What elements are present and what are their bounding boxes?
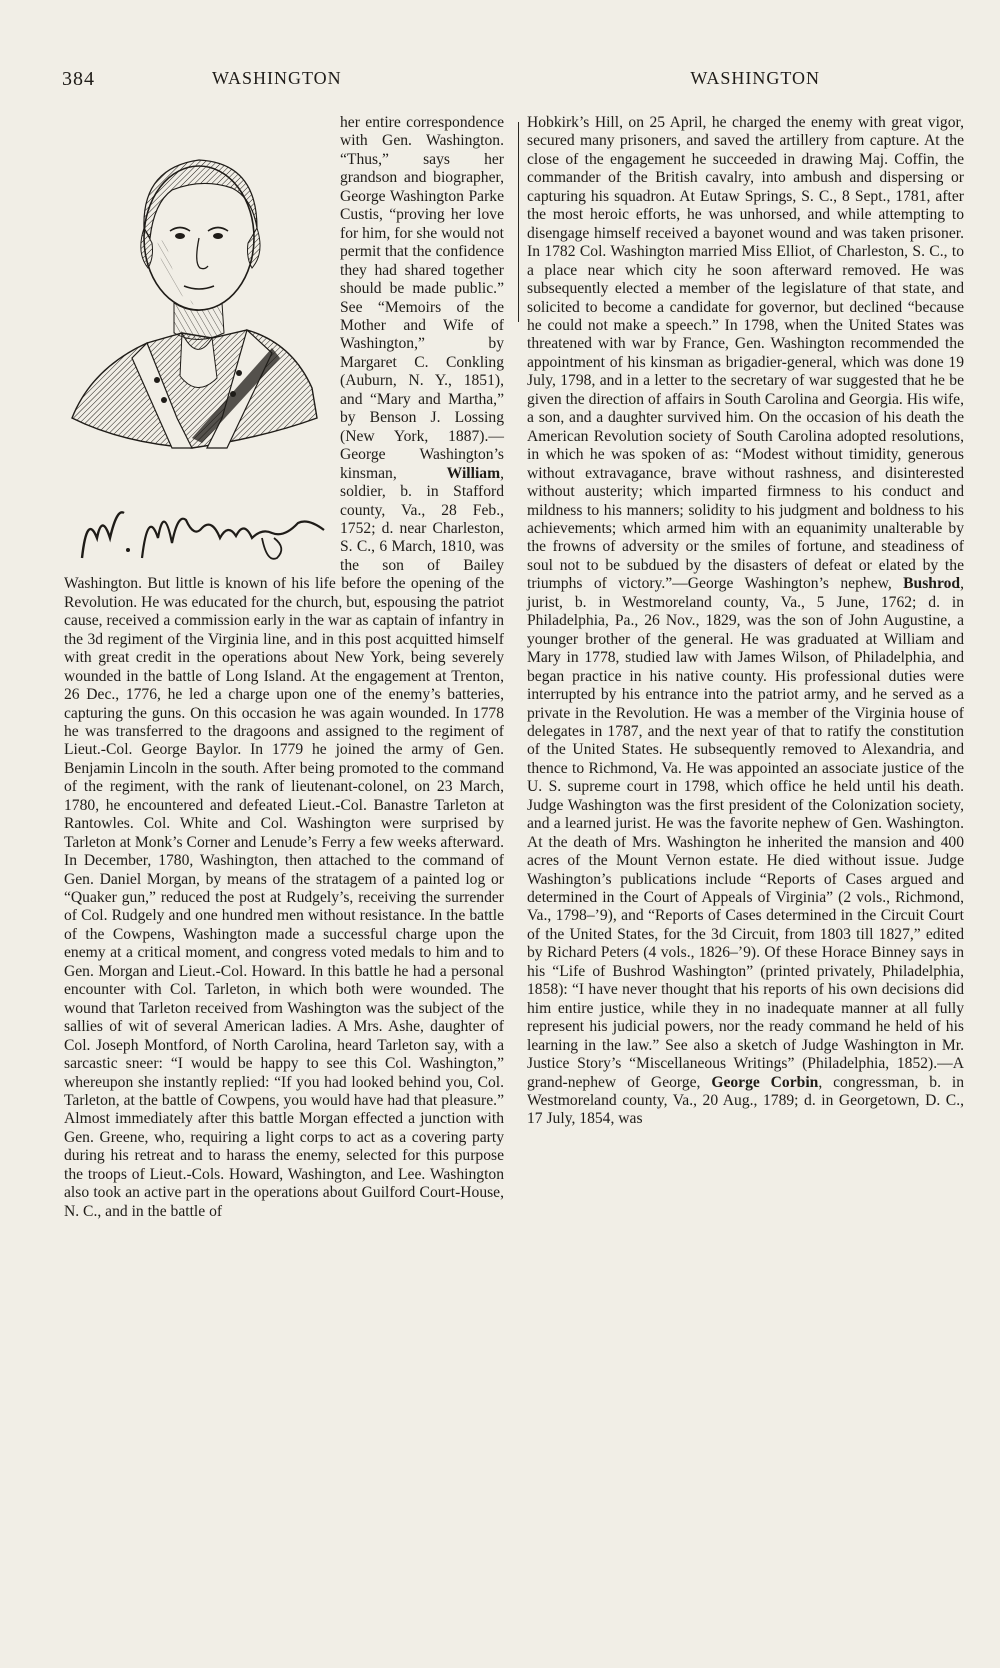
page-number: 384: [62, 68, 95, 90]
running-header: [62, 68, 940, 96]
coat-shape: [72, 330, 317, 448]
left-column-text: her entire correspondence with Gen. Washington. “Thus,” says her grandson and biographer, George Washington Parke Custis, “proving her love for him, for she would not permit that the confidence they had shared together should be made public.” See “Memoirs of the Mother and Wife of Washington,” by Margaret C. Conkling (Auburn, N. Y., 1851), and “Mary and Martha,” by Benson J. Lossing (New York, 1887).—George Washington’s kinsman, William, soldier, b. in Stafford county, Va., 28 Feb., 1752; d. near Charleston, S. C., 6 March, 1810, was the son of Bailey Washington. But little is known of his life before the opening of the Revolution. He was educated for the church, but, espousing the patriot cause, received a commission early in the war as captain of infantry in the 3d regiment of the Virginia line, and in this post acquitted himself with great credit in the operations about New York, being severely wounded in the battle of Long Island. At the engagement at Trenton, 26 Dec., 1776, he led a charge upon one of the enemy’s batteries, capturing the guns. On this occasion he was again wounded. In 1778 he was transferred to the dragoons and assigned to the regiment of Lieut.-Col. George Baylor. In 1779 he joined the army of Gen. Benjamin Lincoln in the south. After being promoted to the command of the regiment, with the rank of lieutenant-colonel, on 23 March, 1780, he encountered and defeated Lieut.-Col. Banastre Tarleton at Rantowles. Col. White and Col. Washington were surprised by Tarleton at Monk’s Corner and Lenude’s Ferry a few weeks afterward. In December, 1780, Washington, then attached to the command of Gen. Daniel Morgan, by means of the stratagem of a painted log or “Quaker gun,” reduced the post at Rudgely’s, receiving the surrender of Col. Rudgely and one hundred men without resistance. In the battle of the Cowpens, Washington made a successful charge upon the enemy at a critical moment, and congress voted medals to him and to Gen. Morgan and Lieut.-Col. Howard. In this battle he had a personal encounter with Col. Tarleton, in which both were wounded. The wound that Tarleton received from Washington was the subject of the sallies of wit of several American ladies. A Mrs. Ashe, daughter of Col. Joseph Montford, of North Carolina, heard Tarleton say, with a sarcastic sneer: “I would be happy to see this Col. Washington,” whereupon she instantly replied: “If you had looked behind you, Col. Tarleton, at the battle of Cowpens, you would have had that pleasure.” Almost immediately after this battle Morgan effected a junction with Gen. Greene, who, requiring a light corps to act as a covering party during his retreat and to harass the enemy, selected for this purpose the troops of Lieut.-Cols. Howard, Washington, and Lee. Washington also took an active part in the operations about Guilford Court-House, N. C., and in the battle of: [64, 114, 504, 1220]
entry-name-william: William: [446, 464, 501, 482]
signature: [82, 512, 324, 559]
header-left-title: WASHINGTON: [212, 68, 342, 88]
column-divider: [518, 122, 519, 322]
portrait-engraving: [62, 118, 332, 568]
portrait-illustration: [62, 118, 332, 568]
right-column: [527, 114, 964, 1129]
right-column-text: Hobkirk’s Hill, on 25 April, he charged the enemy with great vigor, secured many prisoners, and saved the artillery from capture. At the close of the engagement he succeeded in drawing Maj. Coffin, the commander of the British cavalry, into ambush and dispersing or capturing his squadron. At Eutaw Springs, S. C., 8 Sept., 1781, after the most heroic efforts, he was unhorsed, and while attempting to disengage himself received a bayonet wound and was taken prisoner. In 1782 Col. Washington married Miss Elliot, of Charleston, S. C., to a place near which city he soon afterward removed. He was subsequently elected a member of the legislature of that state, and solicited to become a candidate for governor, but declined “because he could not make a speech.” In 1798, when the United States was threatened with war by France, Gen. Washington recommended the appointment of his kinsman as brigadier-general, which was done 19 July, 1798, and in a letter to the secretary of war suggested that he be given the direction of affairs in South Carolina and Georgia. His wife, a son, and a daughter survived him. On the occasion of his death the American Revolution society of South Carolina adopted resolutions, in which he was spoken of as: “Modest without timidity, generous without extravagance, brave without rashness, and disinterested without austerity; which imparted firmness to his conduct and mildness to his manners; solidity to his judgment and boldness to his achievements; which armed him with an equanimity unalterable by the frowns of adversity or the smiles of fortune, and steadiness of soul not to be subdued by the disasters of defeat or elated by the triumphs of victory.”—George Washington’s nephew, Bushrod, jurist, b. in Westmoreland county, Va., 5 June, 1762; d. in Philadelphia, Pa., 26 Nov., 1829, was the son of John Augustine, a younger brother of the general. He was graduated at William and Mary in 1778, studied law with James Wilson, of Philadelphia, and began practice in his native county. His professional duties were interrupted by his entrance into the patriot army, and he served as a private in the Revolution. He was a member of the Virginia house of delegates in 1787, and the next year of that to ratify the constitution of the United States. He subsequently removed to Alexandria, and thence to Richmond, Va. He was appointed an associate justice of the U. S. supreme court in 1798, which office he held until his death. Judge Washington was the first president of the Colonization society, and a learned jurist. He was the favorite nephew of Gen. Washington. At the death of Mrs. Washington he inherited the mansion and 400 acres of the Mount Vernon estate. He died without issue. Judge Washington’s publications include “Reports of Cases argued and determined in the Court of Appeals of Virginia” (2 vols., Richmond, Va., 1798–’9), and “Reports of Cases determined in the Circuit Court of the United States, for the 3d Circuit, from 1803 till 1827,” edited by Richard Peters (4 vols., 1826–’9). Of these Horace Binney says in his “Life of Bushrod Washington” (printed privately, Philadelphia, 1858): “I have never thought that his reports of his own decisions did him entire justice, while they in no inadequate manner at all fully represent his judicial powers, nor the ready command he held of his learning in the law.” See also a sketch of Judge Washington in Mr. Justice Story’s “Miscellaneous Writings” (Philadelphia, 1852).—A grand-nephew of George, George Corbin, congressman, b. in Westmoreland county, Va., 20 Aug., 1789; d. in Georgetown, D. C., 17 July, 1854, was: [527, 114, 964, 1128]
left-column: [64, 114, 504, 1221]
entry-name-george-corbin: George Corbin: [711, 1073, 819, 1091]
entry-name-bushrod: Bushrod: [903, 575, 961, 593]
header-right-title: WASHINGTON: [690, 68, 820, 88]
